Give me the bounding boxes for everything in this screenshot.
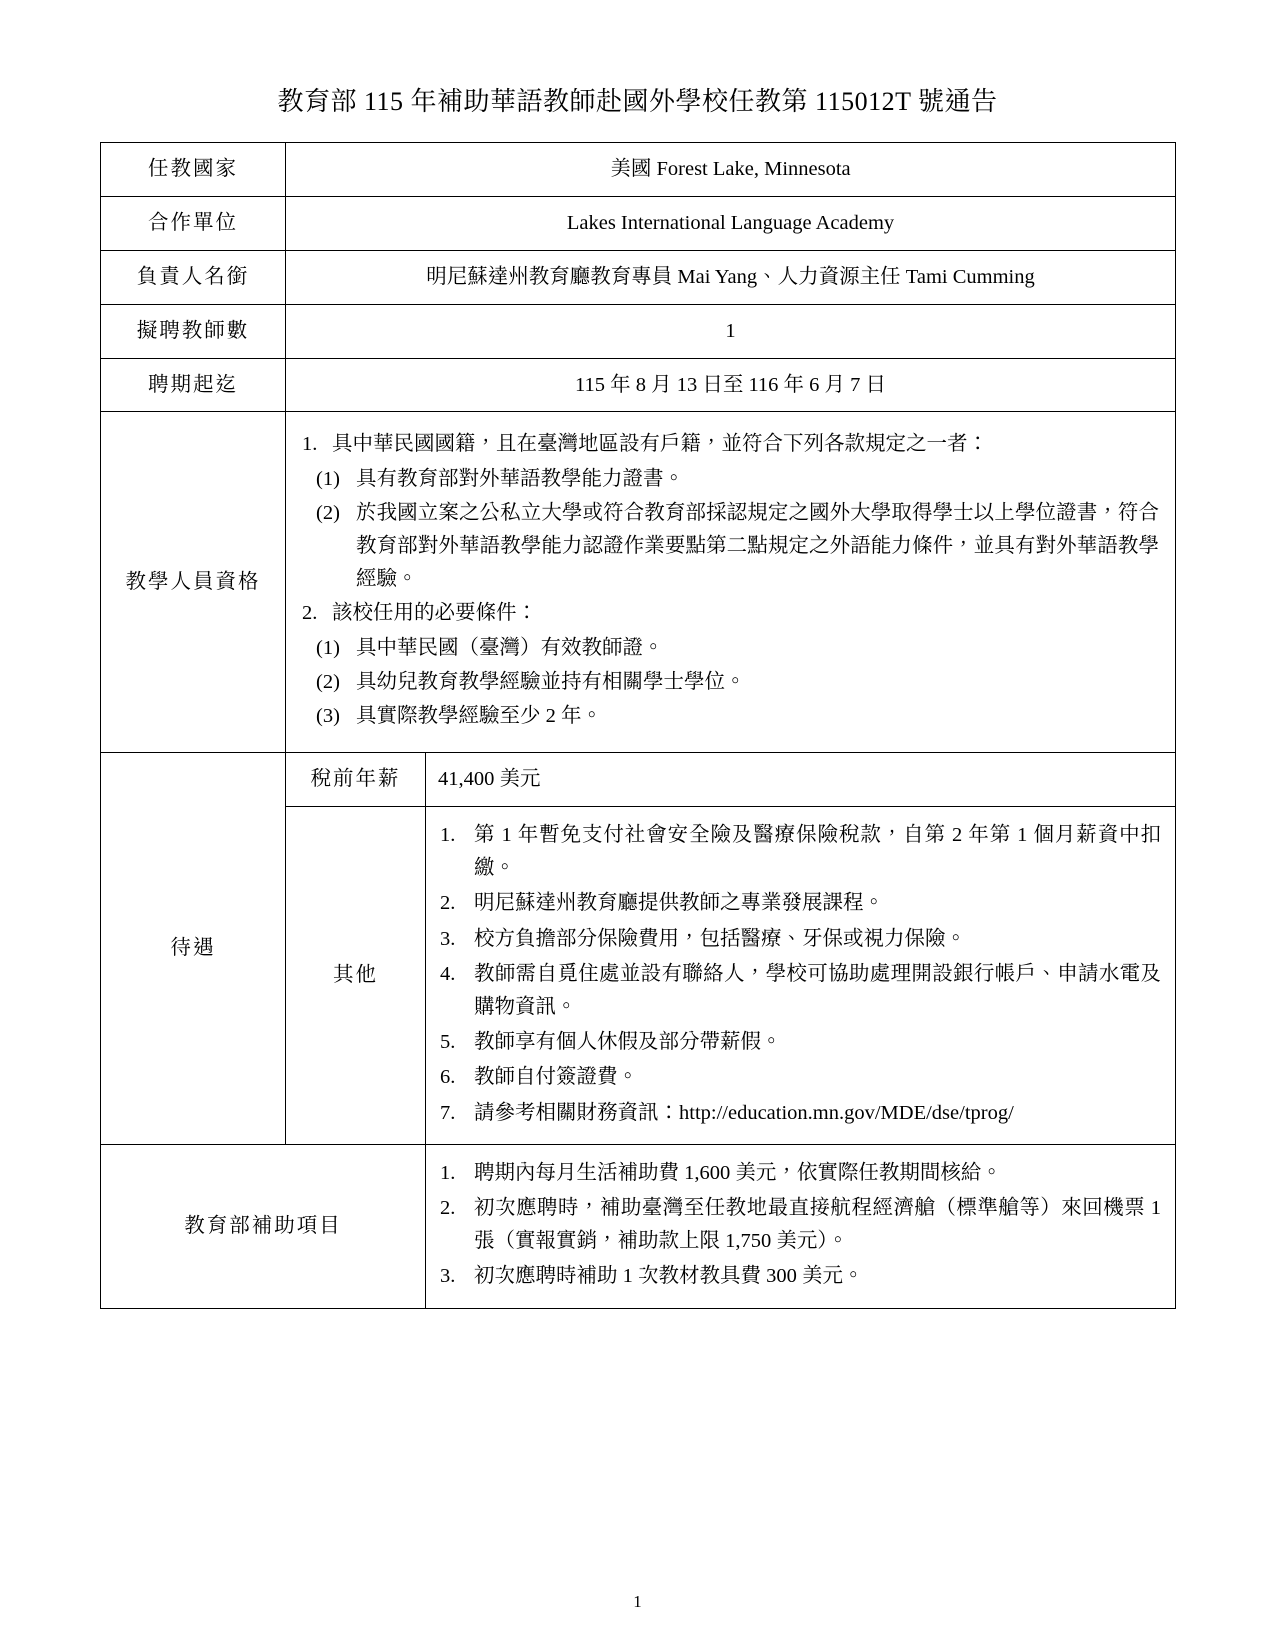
list-item [440, 923, 1161, 956]
headcount-value: 1 [286, 304, 1176, 358]
table-row-qualification [101, 412, 1176, 753]
list-item-number: 1. [440, 824, 456, 846]
table-row-headcount [101, 304, 1176, 358]
benefits-label: 待遇 [101, 753, 286, 1145]
page-title: 教育部 115 年補助華語教師赴國外學校任教第 115012T 號通告 [277, 87, 998, 116]
list-item [302, 666, 1159, 699]
other-benefits-list [438, 817, 1163, 1134]
partner-label: 合作單位 [101, 197, 286, 251]
term-value: 115 年 8 月 13 日至 116 年 6 月 7 日 [286, 358, 1176, 412]
list-item-number: 4. [440, 962, 456, 985]
list-item [440, 819, 1161, 885]
table-row-country [101, 143, 1176, 197]
country-label: 任教國家 [101, 143, 286, 197]
other-label: 其他 [286, 807, 426, 1145]
list-item [302, 497, 1159, 597]
list-item [440, 1097, 1161, 1130]
table-row-moe-subsidy [101, 1144, 1176, 1308]
list-item-number: 2. [440, 1197, 456, 1220]
list-item-text: 明尼蘇達州教育廳提供教師之專業發展課程。 [474, 892, 884, 915]
headcount-label: 擬聘教師數 [101, 304, 286, 358]
list-item [440, 1192, 1161, 1258]
qualification-content [286, 412, 1176, 753]
list-item-text: 初次應聘時補助 1 次教材教具費 300 美元。 [474, 1265, 864, 1288]
list-item-text: 聘期內每月生活補助費 1,600 美元，依實際任教期間核給。 [474, 1161, 1002, 1184]
moe-subsidy-list [438, 1155, 1163, 1298]
list-item-text: 該校任用的必要條件： [332, 602, 537, 625]
table-row-contact [101, 250, 1176, 304]
list-item-text: 請參考相關財務資訊：http://education.mn.gov/MDE/dse/tprog/ [474, 1101, 1014, 1124]
list-item-text: 具中華民國（臺灣）有效教師證。 [356, 636, 664, 659]
list-item [440, 958, 1161, 1024]
list-item-text: 具幼兒教育教學經驗並持有相關學士學位。 [356, 670, 746, 693]
list-item-number: 6. [440, 1066, 456, 1089]
contact-label: 負責人名銜 [101, 250, 286, 304]
qualification-label: 教學人員資格 [101, 412, 286, 753]
salary-label: 稅前年薪 [286, 753, 426, 807]
announcement-table [100, 142, 1176, 1308]
contact-value: 明尼蘇達州教育廳教育專員 Mai Yang、人力資源主任 Tami Cumming [286, 250, 1176, 304]
list-item-number: (2) [316, 501, 340, 524]
list-item [440, 1061, 1161, 1094]
salary-value: 41,400 美元 [426, 753, 1176, 807]
list-item-text: 教師享有個人休假及部分帶薪假。 [474, 1031, 782, 1054]
table-row-term [101, 358, 1176, 412]
list-item-text: 教師自付簽證費。 [474, 1066, 638, 1089]
list-item [302, 700, 1159, 733]
list-item-text: 第 1 年暫免支付社會安全險及醫療保險稅款，自第 2 年第 1 個月薪資中扣繳。 [474, 824, 1162, 880]
list-item-number: 3. [440, 927, 456, 950]
term-label: 聘期起迄 [101, 358, 286, 412]
list-item-text: 具中華民國國籍，且在臺灣地區設有戶籍，並符合下列各款規定之一者： [332, 433, 988, 456]
list-item-number: 3. [440, 1265, 456, 1288]
list-item-number: 5. [440, 1031, 456, 1054]
list-item-number: (1) [316, 467, 340, 490]
other-benefits-content [426, 807, 1176, 1145]
list-item [440, 1260, 1161, 1293]
list-item-number: 7. [440, 1101, 456, 1124]
moe-subsidy-label: 教育部補助項目 [101, 1144, 426, 1308]
list-item-number: (3) [316, 705, 340, 727]
list-item-number: 2. [302, 602, 318, 625]
moe-subsidy-content [426, 1144, 1176, 1308]
list-item [440, 1157, 1161, 1190]
list-item [302, 632, 1159, 665]
qualification-list [298, 422, 1163, 742]
list-item-text: 於我國立案之公私立大學或符合教育部採認規定之國外大學取得學士以上學位證書，符合教育部對外華語教學能力認證作業要點第二點規定之外語能力條件，並具有對外華語教學經驗。 [356, 501, 1160, 591]
page-number: 1 [633, 1592, 642, 1611]
list-item-text: 具有教育部對外華語教學能力證書。 [356, 467, 684, 490]
list-item-text: 教師需自覓住處並設有聯絡人，學校可協助處理開設銀行帳戶、申請水電及購物資訊。 [474, 962, 1162, 1019]
table-row-salary [101, 753, 1176, 807]
list-item [302, 463, 1159, 496]
table-row-partner [101, 197, 1176, 251]
partner-value: Lakes International Language Academy [286, 197, 1176, 251]
list-item [440, 1026, 1161, 1059]
list-item [302, 597, 1159, 630]
list-item-number: 2. [440, 892, 456, 915]
country-value: 美國 Forest Lake, Minnesota [286, 143, 1176, 197]
list-item [302, 428, 1159, 461]
list-item-text: 初次應聘時，補助臺灣至任教地最直接航程經濟艙（標準艙等）來回機票 1 張（實報實銷，補助款上限 1,750 美元）。 [474, 1197, 1162, 1253]
list-item [440, 887, 1161, 920]
list-item-number: (2) [316, 670, 340, 693]
list-item-number: 1. [302, 433, 318, 456]
list-item-text: 具實際教學經驗至少 2 年。 [356, 705, 602, 727]
list-item-number: (1) [316, 636, 340, 659]
list-item-text: 校方負擔部分保險費用，包括醫療、牙保或視力保險。 [474, 927, 966, 950]
list-item-number: 1. [440, 1161, 456, 1184]
